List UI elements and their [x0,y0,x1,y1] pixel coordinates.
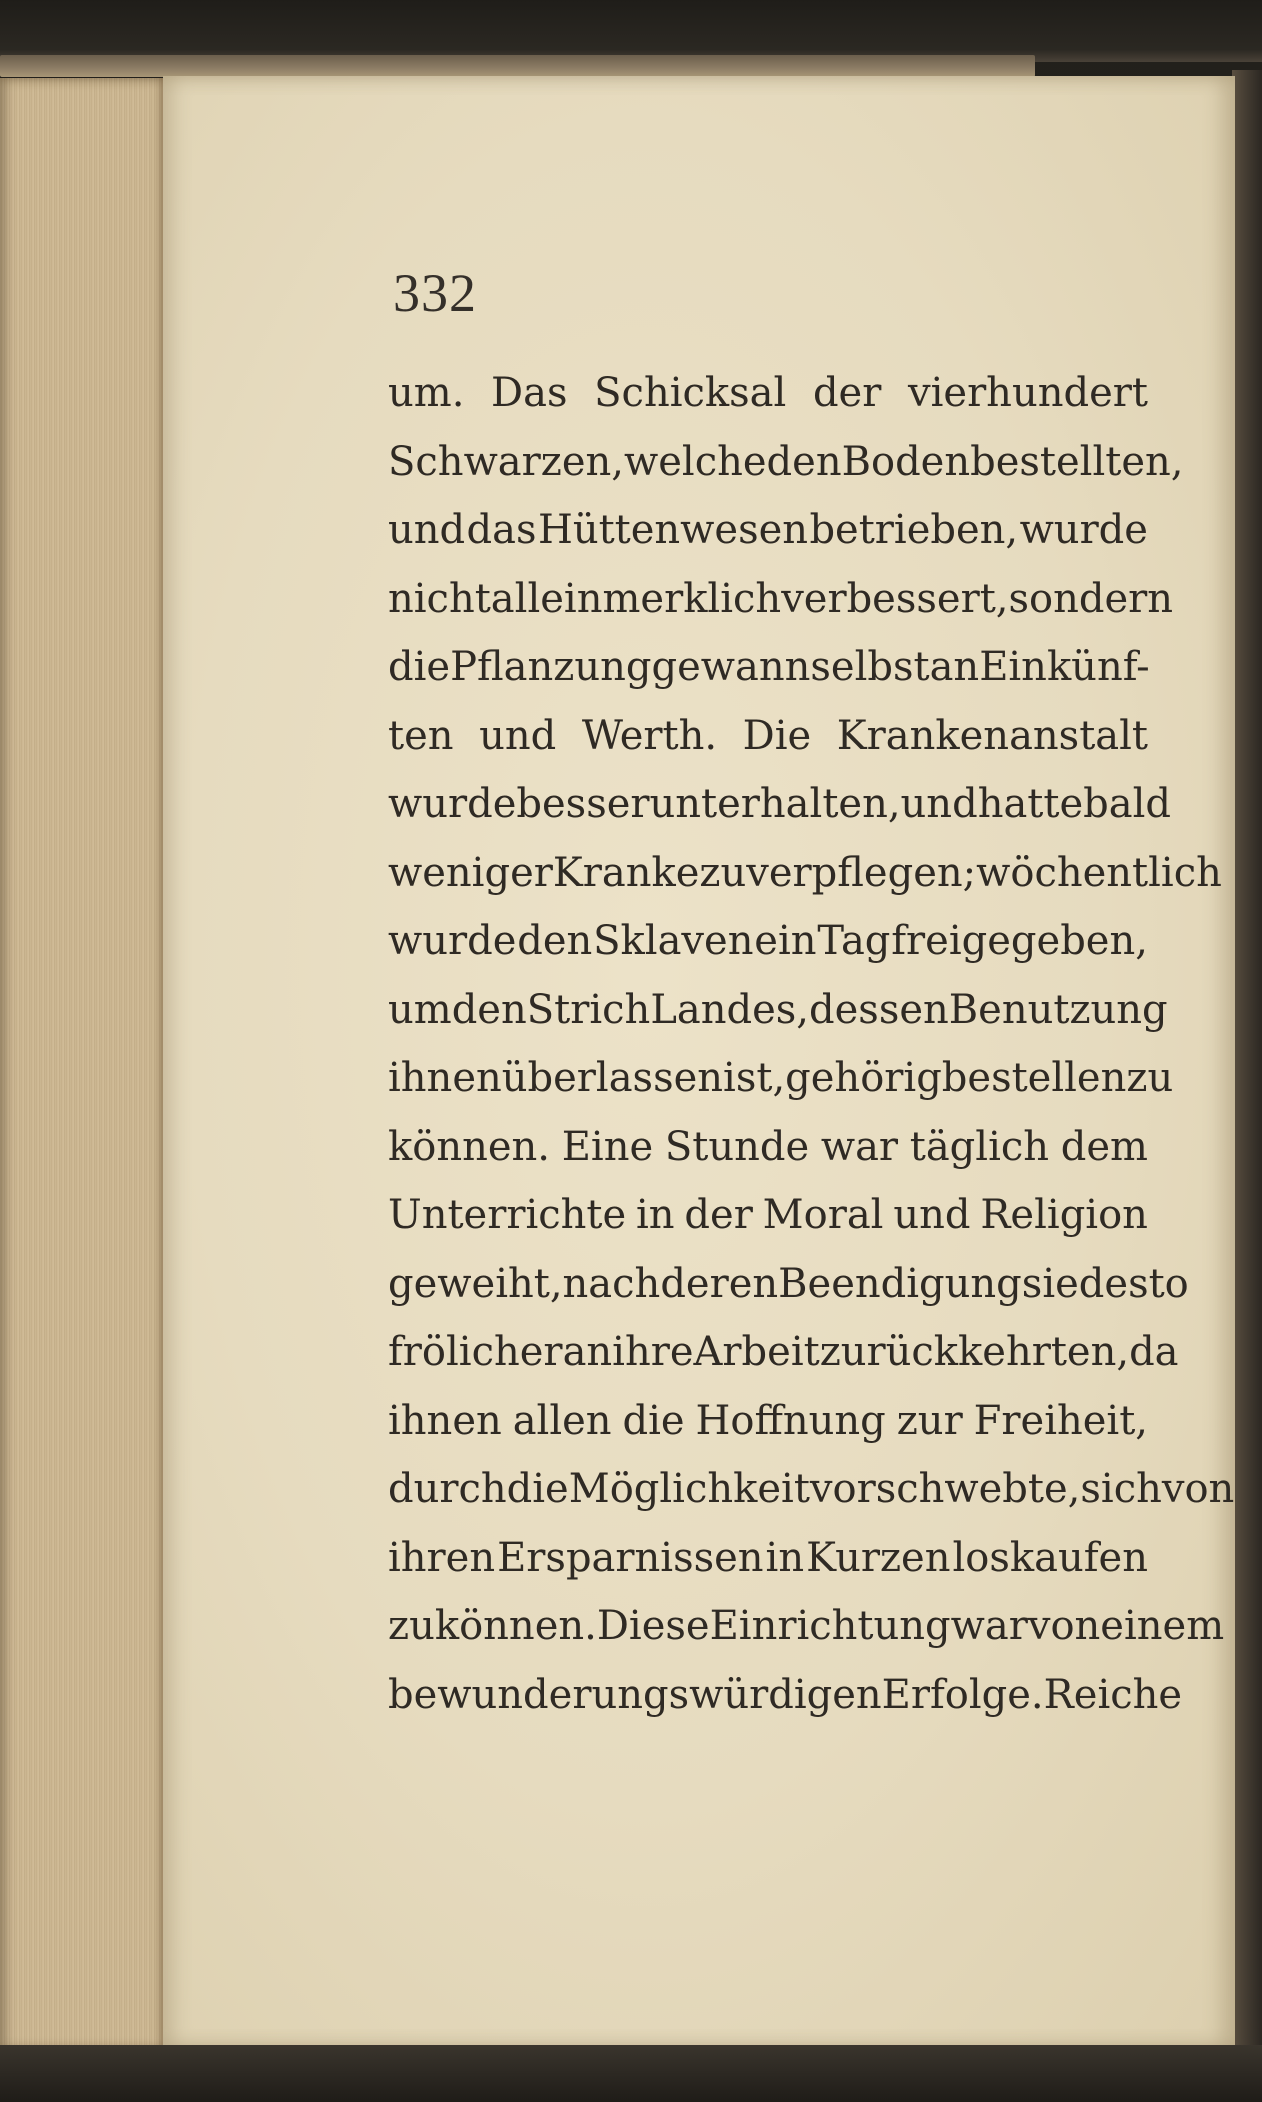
word: an [929,644,980,690]
word: Strich [526,986,651,1033]
word: Möglichkeit [568,1466,810,1512]
word: ein [754,918,817,964]
page-number: 332 [393,263,477,323]
word: und [388,507,466,553]
word: Boden [841,438,971,485]
word: Hüttenwesen [537,507,809,553]
word: durch [388,1466,507,1512]
word: zu [1126,1055,1174,1101]
text-line [388,849,1222,919]
word: zurückkehrten, [819,1329,1130,1375]
word: Landes, [650,986,810,1033]
word: ihre [612,1329,694,1375]
word: gehörig [785,1055,942,1101]
word: betrieben, [809,507,1019,553]
word: Beendigung [778,1260,1022,1307]
word: hatte [977,781,1084,827]
word: Stunde [664,1123,810,1170]
word: ten [388,712,454,759]
word: war [950,1603,1028,1649]
word: Werth. [581,712,718,759]
word: selbst [810,644,930,690]
text-line [388,1603,1225,1672]
word: Erfolge. [881,1671,1044,1718]
word: allen [512,1397,612,1444]
word: allein [490,575,603,622]
word: sich [1080,1466,1162,1512]
word: Ersparnissen [497,1534,764,1581]
word: ist, [723,1055,786,1101]
text-line [388,1124,1148,1193]
bottom-board [0,2045,1262,2102]
word: Kurzen [806,1534,951,1581]
word: Hoffnung [695,1397,886,1444]
word: besser [516,781,650,827]
word: den [451,986,527,1033]
word: Schwarzen, [388,438,624,485]
word: Das [491,370,568,416]
word: merklich [602,575,782,622]
word: Freiheit, [973,1397,1148,1444]
word: den [517,918,593,964]
word: zu [699,849,747,896]
word: bald [1083,781,1171,827]
word: wurde [1019,507,1148,553]
word: unterhalten, [649,781,901,827]
word: bestellen [941,1055,1127,1101]
word: Benutzung [948,986,1168,1033]
word: zu [388,1603,435,1649]
word: verbessert, [781,575,1009,622]
page-edges [0,78,170,2050]
word: dessen [809,986,949,1033]
text-line [388,918,1148,987]
word: wurde [388,918,517,964]
text-line [388,1466,1235,1535]
word: ihnen [388,1397,502,1444]
text-line [388,507,1148,576]
text-line [388,1055,1174,1124]
word: nach [562,1260,661,1307]
word: sondern [1008,575,1174,622]
word: Arbeit [693,1329,820,1375]
word: Religion [980,1192,1148,1238]
word: welche [624,438,767,485]
word: desto [1078,1260,1189,1307]
word: Kranke [552,849,700,896]
word: Moral [762,1192,884,1238]
text-line [388,1398,1148,1467]
word: und [900,781,978,827]
word: wöchentlich [976,849,1222,896]
word: von [1161,1466,1235,1512]
body-text [388,370,1235,1740]
word: von [1027,1603,1101,1649]
word: weniger [388,849,553,896]
word: freigegeben, [891,918,1148,964]
word: Unterrichte [388,1192,627,1238]
word: Eine [561,1123,654,1170]
text-line [388,1329,1179,1398]
word: Einrichtung [709,1603,951,1649]
word: Reiche [1043,1671,1183,1718]
word: wurde [388,781,517,827]
text-line [388,1192,1148,1261]
word: frölicher [388,1329,563,1375]
word: Einkünf- [979,644,1150,690]
word: überlassen [501,1055,724,1101]
text-line [388,438,1184,508]
word: in [765,1534,805,1581]
text-line [388,1535,1148,1604]
word: können. [388,1123,550,1170]
word: um. [388,370,465,416]
word: ihnen [388,1055,502,1101]
word: deren [660,1260,779,1307]
text-line [388,1260,1189,1330]
text-line [388,781,1171,850]
text-line [388,713,1148,782]
word: Krankenanstalt [836,712,1148,759]
word: die [388,644,451,690]
text-line [388,1671,1183,1741]
word: der [684,1192,753,1238]
word: die [506,1466,569,1512]
word: können. [434,1603,597,1649]
word: bewunderungswürdigen [388,1671,882,1718]
word: dem [1060,1123,1148,1170]
word: bestellten, [970,438,1184,485]
word: Sklaven [593,918,754,964]
word: zur [896,1397,963,1444]
word: Die [742,712,812,759]
word: nicht [388,575,491,622]
word: loskaufen [952,1534,1148,1581]
word: das [466,507,537,553]
word: in [636,1192,675,1238]
word: verpflegen; [746,849,977,896]
word: und [479,712,557,759]
word: gewann [651,644,811,690]
word: Diese [596,1603,710,1649]
word: vierhundert [908,370,1148,416]
word: Tag [817,918,891,964]
word: sie [1021,1260,1079,1307]
text-line [388,644,1148,713]
word: der [812,370,882,416]
word: an [562,1329,613,1375]
word: um [388,986,452,1033]
word: war [820,1123,899,1170]
word: Schicksal [594,370,787,416]
text-line [388,575,1174,645]
text-line [388,370,1148,439]
word: vorschwebte, [809,1466,1081,1512]
top-board [0,0,1262,62]
word: den [766,438,842,485]
cover-edge [0,55,1035,77]
word: die [622,1397,685,1444]
word: Pflanzung [450,644,652,690]
word: ihren [388,1534,496,1581]
text-line [388,986,1168,1056]
word: und [893,1192,971,1238]
right-binding [1232,70,1262,2050]
word: da [1129,1329,1179,1375]
word: täglich [909,1123,1050,1170]
word: geweiht, [388,1260,563,1307]
word: einem [1100,1603,1225,1649]
